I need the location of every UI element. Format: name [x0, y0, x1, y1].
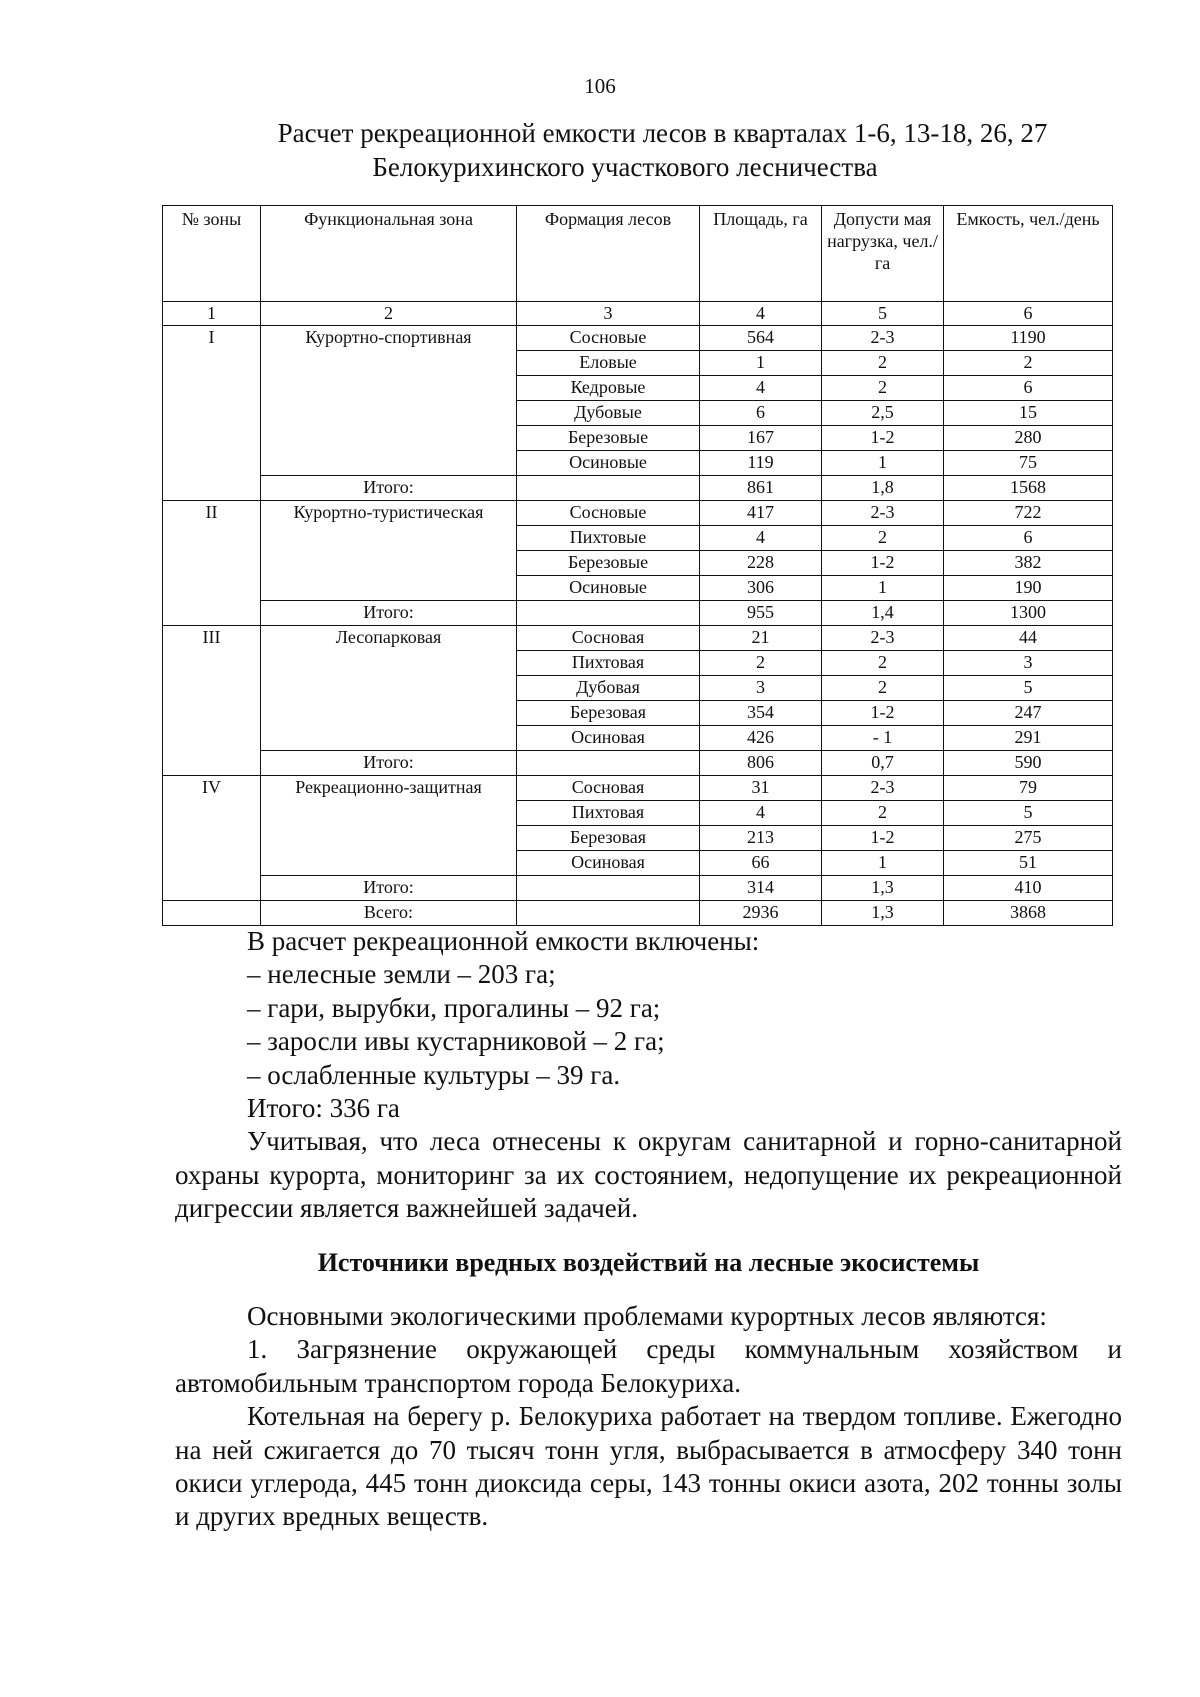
capacity-cell: 590 — [944, 751, 1113, 776]
list-item: – заросли ивы кустарниковой – 2 га; — [247, 1026, 665, 1057]
header-forest-formation: Формация лесов — [517, 206, 700, 302]
header-capacity: Емкость, чел./день — [944, 206, 1113, 302]
formation-cell: Дубовые — [517, 401, 700, 426]
area-cell: 3 — [700, 676, 822, 701]
subtotal-row — [163, 476, 1113, 501]
list-item: – нелесные земли – 203 га; — [247, 959, 556, 990]
formation-cell: Березовая — [517, 826, 700, 851]
zone-name: Курортно-спортивная — [261, 326, 517, 476]
load-cell: 1 — [822, 451, 944, 476]
zone-number — [163, 901, 261, 926]
capacity-cell: 75 — [944, 451, 1113, 476]
load-cell: 2-3 — [822, 626, 944, 651]
capacity-cell: 2 — [944, 351, 1113, 376]
index-cell: 5 — [822, 302, 944, 326]
formation-cell: Пихтовая — [517, 801, 700, 826]
area-cell: 213 — [700, 826, 822, 851]
header-area: Площадь, га — [700, 206, 822, 302]
table-row — [163, 326, 1113, 351]
formation-cell — [517, 901, 700, 926]
load-cell: 2-3 — [822, 501, 944, 526]
included-total: Итого: 336 га — [247, 1093, 400, 1124]
load-cell: 1,8 — [822, 476, 944, 501]
area-cell: 955 — [700, 601, 822, 626]
recreation-capacity-table — [162, 205, 1113, 926]
capacity-cell: 1190 — [944, 326, 1113, 351]
title-line-1: Расчет рекреационной емкости лесов в кварталах 1-6, 13-18, 26, 27 — [277, 118, 1048, 148]
paragraph: Основными экологическими проблемами курортных лесов являются: — [247, 1301, 1047, 1331]
header-functional-zone: Функциональная зона — [261, 206, 517, 302]
index-cell: 4 — [700, 302, 822, 326]
capacity-cell: 15 — [944, 401, 1113, 426]
capacity-cell: 275 — [944, 826, 1113, 851]
subtotal-row — [163, 601, 1113, 626]
formation-cell: Березовые — [517, 426, 700, 451]
area-cell: 21 — [700, 626, 822, 651]
capacity-cell: 1568 — [944, 476, 1113, 501]
capacity-cell: 291 — [944, 726, 1113, 751]
area-cell: 417 — [700, 501, 822, 526]
section-heading: Источники вредных воздействий на лесные экосистемы — [317, 1248, 980, 1277]
index-cell: 6 — [944, 302, 1113, 326]
page-number: 106 — [584, 74, 616, 98]
load-cell: 2 — [822, 526, 944, 551]
formation-cell: Сосновая — [517, 626, 700, 651]
subtotal-label: Итого: — [261, 876, 517, 901]
area-cell: 564 — [700, 326, 822, 351]
formation-cell: Осиновые — [517, 451, 700, 476]
zone-number: II — [163, 501, 261, 626]
formation-cell: Дубовая — [517, 676, 700, 701]
capacity-cell: 51 — [944, 851, 1113, 876]
area-cell: 6 — [700, 401, 822, 426]
area-cell: 119 — [700, 451, 822, 476]
capacity-cell: 44 — [944, 626, 1113, 651]
formation-cell: Осиновые — [517, 576, 700, 601]
subtotal-label: Итого: — [261, 601, 517, 626]
load-cell: 2 — [822, 351, 944, 376]
formation-cell: Пихтовая — [517, 651, 700, 676]
load-cell: 0,7 — [822, 751, 944, 776]
load-cell: - 1 — [822, 726, 944, 751]
index-cell: 3 — [517, 302, 700, 326]
area-cell: 4 — [700, 801, 822, 826]
area-cell: 228 — [700, 551, 822, 576]
zone-number: I — [163, 326, 261, 501]
document-title — [0, 116, 1200, 184]
grand-total-row — [163, 901, 1113, 926]
area-cell: 1 — [700, 351, 822, 376]
index-cell: 2 — [261, 302, 517, 326]
area-cell: 66 — [700, 851, 822, 876]
capacity-cell: 247 — [944, 701, 1113, 726]
load-cell: 2 — [822, 801, 944, 826]
capacity-cell: 5 — [944, 676, 1113, 701]
capacity-cell: 3868 — [944, 901, 1113, 926]
capacity-cell: 6 — [944, 376, 1113, 401]
area-cell: 861 — [700, 476, 822, 501]
formation-cell: Сосновые — [517, 326, 700, 351]
load-cell: 1-2 — [822, 701, 944, 726]
area-cell: 806 — [700, 751, 822, 776]
subtotal-row — [163, 876, 1113, 901]
load-cell: 1-2 — [822, 426, 944, 451]
table-row — [163, 501, 1113, 526]
title-line-2: Белокурихинского участкового лесничества — [372, 152, 878, 182]
area-cell: 314 — [700, 876, 822, 901]
area-cell: 31 — [700, 776, 822, 801]
zone-name: Рекреационно-защитная — [261, 776, 517, 876]
formation-cell: Сосновые — [517, 501, 700, 526]
load-cell: 2,5 — [822, 401, 944, 426]
paragraph: 1. Загрязнение окружающей среды коммунальным хозяйством и автомобильным транспортом города Белокуриха. — [175, 1334, 1122, 1398]
area-cell: 2 — [700, 651, 822, 676]
capacity-cell: 382 — [944, 551, 1113, 576]
ecological-problems-section — [175, 1300, 1122, 1534]
formation-cell: Сосновая — [517, 776, 700, 801]
capacity-cell: 280 — [944, 426, 1113, 451]
formation-cell: Березовые — [517, 551, 700, 576]
header-zone-number: № зоны — [163, 206, 261, 302]
area-cell: 4 — [700, 376, 822, 401]
formation-cell: Пихтовые — [517, 526, 700, 551]
capacity-cell: 190 — [944, 576, 1113, 601]
load-cell: 2-3 — [822, 776, 944, 801]
load-cell: 2-3 — [822, 326, 944, 351]
capacity-cell: 722 — [944, 501, 1113, 526]
area-cell: 4 — [700, 526, 822, 551]
load-cell: 1,3 — [822, 901, 944, 926]
formation-cell: Березовая — [517, 701, 700, 726]
column-index-row — [163, 302, 1113, 326]
load-cell: 1-2 — [822, 551, 944, 576]
zone-name: Лесопарковая — [261, 626, 517, 751]
grand-total-label: Всего: — [261, 901, 517, 926]
load-cell: 1 — [822, 851, 944, 876]
table-row — [163, 626, 1113, 651]
load-cell: 1,4 — [822, 601, 944, 626]
zone-number: III — [163, 626, 261, 776]
area-cell: 426 — [700, 726, 822, 751]
paragraph: Котельная на берегу р. Белокуриха работает на твердом топливе. Ежегодно на ней сжигается до 70 тысяч тонн угля, выбрасывается в атмосферу 340 тонн окиси углерода, 445 тонн диоксида серы, 143 тонны окиси азота, 202 тонны золы и других вредных веществ. — [175, 1401, 1122, 1532]
capacity-cell: 6 — [944, 526, 1113, 551]
included-lands-section — [175, 925, 1122, 1226]
area-cell: 167 — [700, 426, 822, 451]
included-intro: В расчет рекреационной емкости включены: — [247, 926, 760, 956]
list-item: – ослабленные культуры – 39 га. — [247, 1059, 621, 1090]
formation-cell: Осиновая — [517, 851, 700, 876]
area-cell: 306 — [700, 576, 822, 601]
load-cell: 2 — [822, 651, 944, 676]
load-cell: 2 — [822, 676, 944, 701]
table-row — [163, 776, 1113, 801]
load-cell: 1,3 — [822, 876, 944, 901]
paragraph: Учитывая, что леса отнесены к округам санитарной и горно-санитарной охраны курорта, мониторинг за их состоянием, недопущение их рекреационной дигрессии является важнейшей задачей. — [175, 1126, 1122, 1224]
formation-cell: Кедровые — [517, 376, 700, 401]
formation-cell: Еловые — [517, 351, 700, 376]
zone-number: IV — [163, 776, 261, 901]
subtotal-label: Итого: — [261, 476, 517, 501]
subtotal-row — [163, 751, 1113, 776]
capacity-cell: 3 — [944, 651, 1113, 676]
capacity-cell: 1300 — [944, 601, 1113, 626]
formation-cell: Осиновая — [517, 726, 700, 751]
formation-cell — [517, 601, 700, 626]
list-item: – гари, вырубки, прогалины – 92 га; — [247, 992, 661, 1023]
subtotal-label: Итого: — [261, 751, 517, 776]
index-cell: 1 — [163, 302, 261, 326]
capacity-cell: 5 — [944, 801, 1113, 826]
formation-cell — [517, 751, 700, 776]
zone-name: Курортно-туристическая — [261, 501, 517, 601]
capacity-cell: 410 — [944, 876, 1113, 901]
header-allowed-load: Допусти мая нагрузка, чел./га — [822, 206, 944, 302]
load-cell: 2 — [822, 376, 944, 401]
capacity-cell: 79 — [944, 776, 1113, 801]
formation-cell — [517, 476, 700, 501]
area-cell: 354 — [700, 701, 822, 726]
formation-cell — [517, 876, 700, 901]
area-cell: 2936 — [700, 901, 822, 926]
load-cell: 1 — [822, 576, 944, 601]
load-cell: 1-2 — [822, 826, 944, 851]
